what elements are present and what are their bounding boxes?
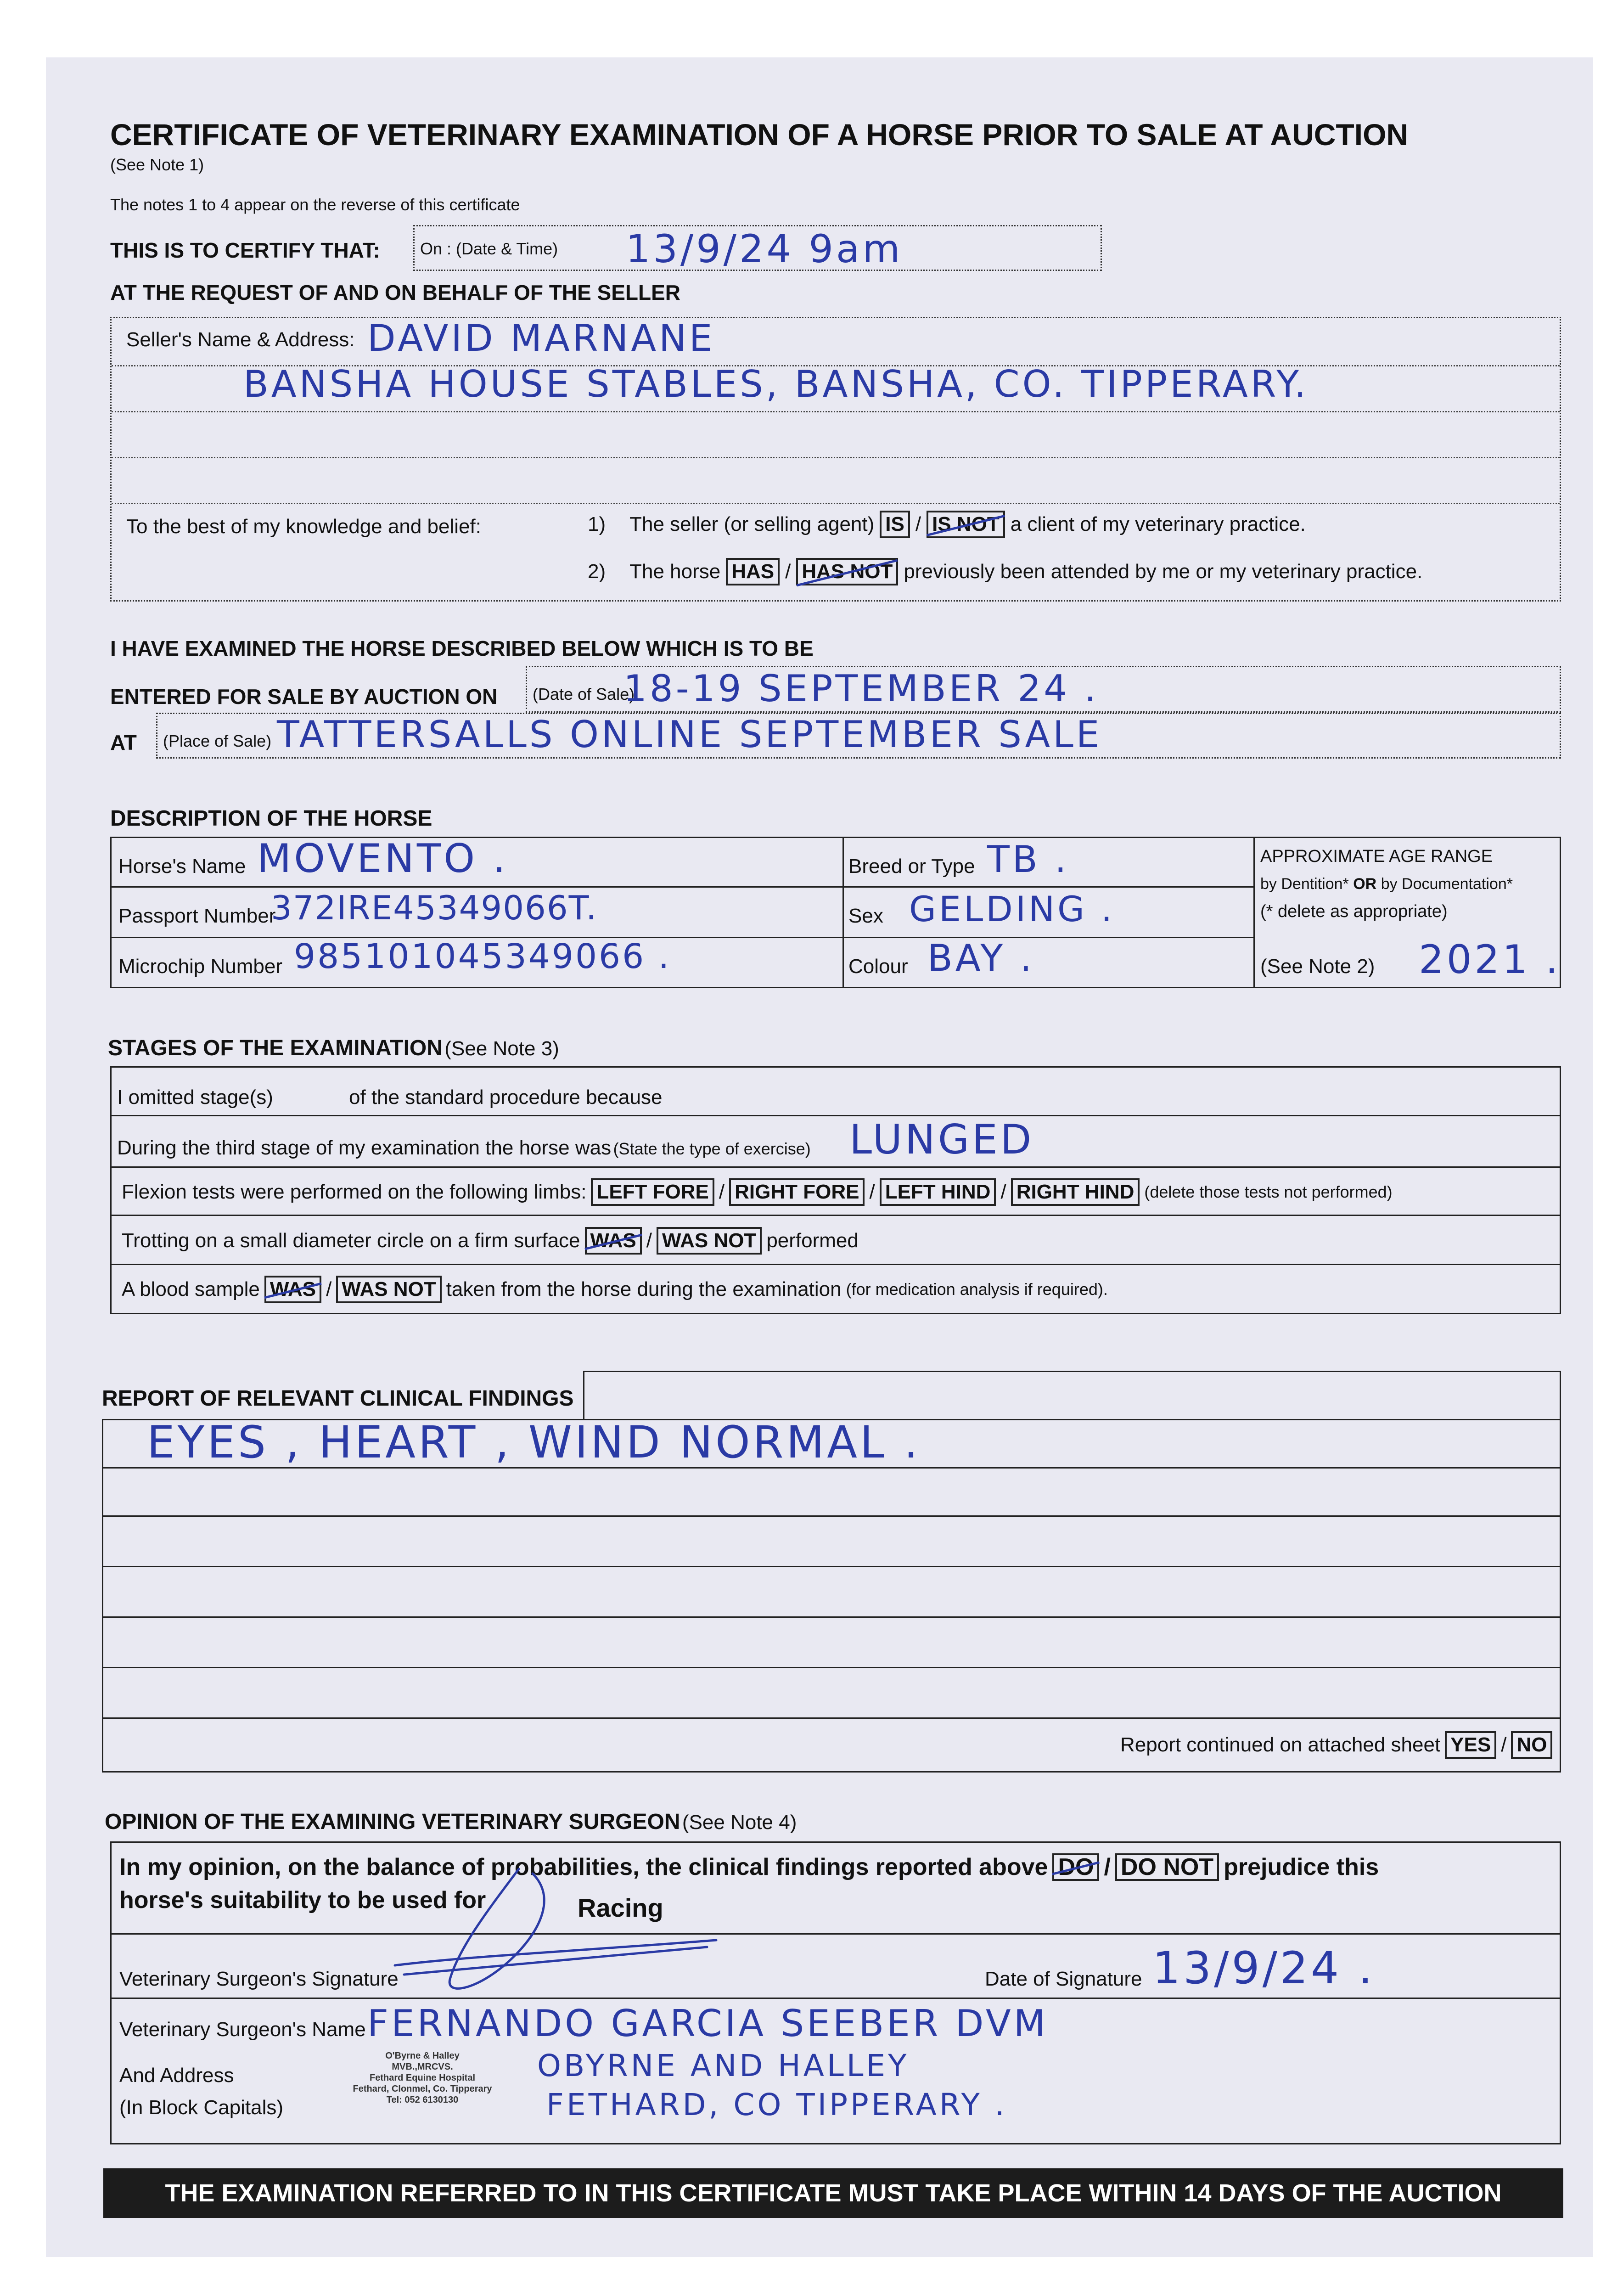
- stages-note: (See Note 3): [444, 1037, 559, 1060]
- date-signature-value[interactable]: 13/9/24 .: [1152, 1942, 1376, 1994]
- age-by-documentation: by Documentation*: [1381, 875, 1513, 893]
- trotting-was-not[interactable]: WAS NOT: [657, 1227, 762, 1255]
- date-signature-label: Date of Signature: [985, 1968, 1142, 1990]
- signature-label: Veterinary Surgeon's Signature: [119, 1968, 399, 1990]
- blood-was[interactable]: WAS: [264, 1276, 321, 1303]
- blood-was-not[interactable]: WAS NOT: [336, 1276, 441, 1303]
- statement-attended: [588, 558, 1422, 585]
- statement-1-text: The seller (or selling agent): [629, 513, 875, 535]
- request-line: AT THE REQUEST OF AND ON BEHALF OF THE SELLER: [110, 281, 680, 304]
- sale-place-field[interactable]: [156, 713, 1561, 759]
- certify-label: THIS IS TO CERTIFY THAT:: [110, 238, 380, 262]
- report-continued-row: [1120, 1731, 1552, 1759]
- microchip-label: Microchip Number: [118, 955, 282, 978]
- omitted-label: I omitted stage(s): [117, 1086, 273, 1109]
- colour-label: Colour: [848, 955, 908, 978]
- blood-suffix: taken from the horse during the examination: [446, 1278, 842, 1300]
- opinion-heading: [105, 1809, 797, 1835]
- date-time-value: 13/9/24 9am: [626, 226, 903, 271]
- flexion-note: (delete those tests not performed): [1144, 1182, 1393, 1201]
- sale-date-value: 18-19 SEPTEMBER 24 .: [623, 667, 1099, 710]
- intended-use[interactable]: Racing: [578, 1893, 663, 1922]
- separator: /: [869, 1181, 875, 1203]
- separator: /: [719, 1181, 725, 1203]
- report-continued-yes[interactable]: YES: [1445, 1731, 1496, 1759]
- sale-date-label: (Date of Sale): [533, 685, 635, 703]
- sex-label: Sex: [848, 905, 883, 927]
- examined-line: I HAVE EXAMINED THE HORSE DESCRIBED BELOW WHICH IS TO BE: [110, 636, 814, 660]
- page-title: CERTIFICATE OF VETERINARY EXAMINATION OF A HORSE PRIOR TO SALE AT AUCTION: [110, 118, 1409, 152]
- opinion-do-not[interactable]: DO NOT: [1115, 1853, 1219, 1881]
- stamp-line: MVB.,MRCVS.: [392, 2062, 453, 2072]
- trotting-was[interactable]: WAS: [585, 1227, 642, 1255]
- blood-label: A blood sample: [122, 1278, 260, 1300]
- date-time-field[interactable]: [413, 225, 1102, 271]
- report-continued-no[interactable]: NO: [1511, 1731, 1552, 1759]
- opinion-do[interactable]: DO: [1052, 1853, 1099, 1881]
- address-block-capitals-label: (In Block Capitals): [119, 2096, 284, 2119]
- vet-name[interactable]: FERNANDO GARCIA SEEBER DVM: [367, 2002, 1048, 2045]
- colour-value[interactable]: BAY .: [927, 937, 1035, 979]
- report-heading-box: [583, 1371, 1561, 1420]
- trotting-performed: performed: [766, 1229, 859, 1252]
- separator: /: [326, 1278, 332, 1300]
- date-time-label: On : (Date & Time): [420, 239, 558, 258]
- at-label: AT: [110, 731, 137, 754]
- sale-date-field[interactable]: [526, 666, 1561, 713]
- separator: /: [1104, 1854, 1111, 1880]
- vet-address-line-1[interactable]: OBYRNE AND HALLEY: [537, 2048, 910, 2083]
- signature-mark[interactable]: [376, 1855, 725, 2002]
- microchip-number[interactable]: 985101045349066 .: [294, 937, 671, 976]
- flexion-right-hind[interactable]: RIGHT HIND: [1011, 1178, 1140, 1206]
- trotting-row: [122, 1227, 859, 1255]
- option-is-not[interactable]: IS NOT: [927, 511, 1005, 538]
- flexion-left-hind[interactable]: LEFT HIND: [880, 1178, 996, 1206]
- see-note-1: (See Note 1): [110, 155, 204, 174]
- seller-address[interactable]: BANSHA HOUSE STABLES, BANSHA, CO. TIPPERARY.: [243, 363, 1309, 405]
- flexion-row: [122, 1178, 1393, 1206]
- statement-client: [588, 511, 1306, 538]
- statement-1-suffix: a client of my veterinary practice.: [1010, 513, 1306, 535]
- age-range-block: [1260, 843, 1554, 925]
- report-continued-label: Report continued on attached sheet: [1120, 1733, 1441, 1756]
- statement-2-number: 2): [588, 560, 606, 583]
- opinion-text: In my opinion, on the balance of probabilities, the clinical findings reported above: [119, 1854, 1048, 1880]
- age-note: (See Note 2): [1260, 955, 1375, 978]
- stages-title: STAGES OF THE EXAMINATION: [108, 1036, 443, 1060]
- opinion-title: OPINION OF THE EXAMINING VETERINARY SURGEON: [105, 1810, 680, 1834]
- flexion-label: Flexion tests were performed on the following limbs:: [122, 1181, 587, 1203]
- notes-line: The notes 1 to 4 appear on the reverse of this certificate: [110, 195, 520, 214]
- third-stage-row: [117, 1137, 811, 1159]
- option-has-not[interactable]: HAS NOT: [796, 558, 898, 585]
- third-stage-label: During the third stage of my examination the horse was: [117, 1137, 612, 1159]
- blood-row: [122, 1276, 1108, 1303]
- flexion-left-fore[interactable]: LEFT FORE: [591, 1178, 714, 1206]
- breed-label: Breed or Type: [848, 855, 975, 878]
- clinical-findings[interactable]: EYES , HEART , WIND NORMAL .: [147, 1417, 921, 1468]
- footer-banner: THE EXAMINATION REFERRED TO IN THIS CERTIFICATE MUST TAKE PLACE WITHIN 14 DAYS OF THE AUCTION: [103, 2168, 1563, 2218]
- separator: /: [1000, 1181, 1006, 1203]
- passport-label: Passport Number: [118, 905, 276, 927]
- opinion-line-1: [119, 1853, 1379, 1881]
- seller-label: Seller's Name & Address:: [126, 328, 355, 351]
- option-is[interactable]: IS: [880, 511, 910, 538]
- vet-name-label: Veterinary Surgeon's Name: [119, 2018, 366, 2041]
- report-heading: REPORT OF RELEVANT CLINICAL FINDINGS: [102, 1386, 574, 1411]
- sex-value[interactable]: GELDING .: [909, 889, 1115, 929]
- third-stage-note: (State the type of exercise): [613, 1139, 811, 1158]
- opinion-line-2: horse's suitability to be used for: [119, 1887, 486, 1913]
- age-by-dentition: by Dentition*: [1260, 875, 1349, 893]
- seller-name[interactable]: DAVID MARNANE: [367, 317, 715, 360]
- age-title: APPROXIMATE AGE RANGE: [1260, 847, 1493, 866]
- vet-address-line-2[interactable]: FETHARD, CO TIPPERARY .: [546, 2087, 1007, 2122]
- separator: /: [915, 513, 921, 535]
- stamp-line: O'Byrne & Halley: [385, 2051, 460, 2061]
- horse-name[interactable]: MOVENTO .: [257, 836, 508, 882]
- statement-1-number: 1): [588, 513, 606, 535]
- opinion-suffix: prejudice this: [1224, 1854, 1379, 1880]
- separator: /: [785, 560, 791, 583]
- statement-2-text: The horse: [629, 560, 721, 583]
- flexion-right-fore[interactable]: RIGHT FORE: [729, 1178, 865, 1206]
- opinion-note: (See Note 4): [682, 1811, 797, 1834]
- separator: /: [1501, 1733, 1507, 1756]
- practice-stamp: [321, 2050, 523, 2105]
- age-or: OR: [1353, 875, 1377, 893]
- sale-place-value: TATTERSALLS ONLINE SEPTEMBER SALE: [277, 713, 1102, 756]
- omitted-reason-label: of the standard procedure because: [349, 1086, 663, 1109]
- report-box: [102, 1419, 1561, 1773]
- stamp-line: Fethard Equine Hospital: [369, 2073, 476, 2083]
- stages-heading: [108, 1035, 559, 1061]
- blood-note: (for medication analysis if required).: [846, 1280, 1108, 1299]
- separator: /: [646, 1229, 652, 1252]
- description-heading: DESCRIPTION OF THE HORSE: [110, 806, 432, 831]
- exercise-type[interactable]: LUNGED: [849, 1116, 1034, 1163]
- breed-value[interactable]: TB .: [987, 838, 1069, 881]
- age-delete-note: (* delete as appropriate): [1260, 902, 1448, 921]
- statement-2-suffix: previously been attended by me or my veterinary practice.: [904, 560, 1423, 583]
- passport-number[interactable]: 372IRE45349066T.: [271, 889, 597, 927]
- stamp-line: Tel: 052 6130130: [386, 2095, 459, 2105]
- horse-name-label: Horse's Name: [118, 855, 246, 878]
- address-label: And Address: [119, 2064, 234, 2087]
- knowledge-label: To the best of my knowledge and belief:: [126, 515, 481, 538]
- age-value[interactable]: 2021 .: [1419, 937, 1561, 983]
- option-has[interactable]: HAS: [726, 558, 780, 585]
- entered-line: ENTERED FOR SALE BY AUCTION ON: [110, 685, 498, 709]
- trotting-label: Trotting on a small diameter circle on a firm surface: [122, 1229, 580, 1252]
- sale-place-label: (Place of Sale): [163, 732, 272, 750]
- stamp-line: Fethard, Clonmel, Co. Tipperary: [353, 2084, 492, 2094]
